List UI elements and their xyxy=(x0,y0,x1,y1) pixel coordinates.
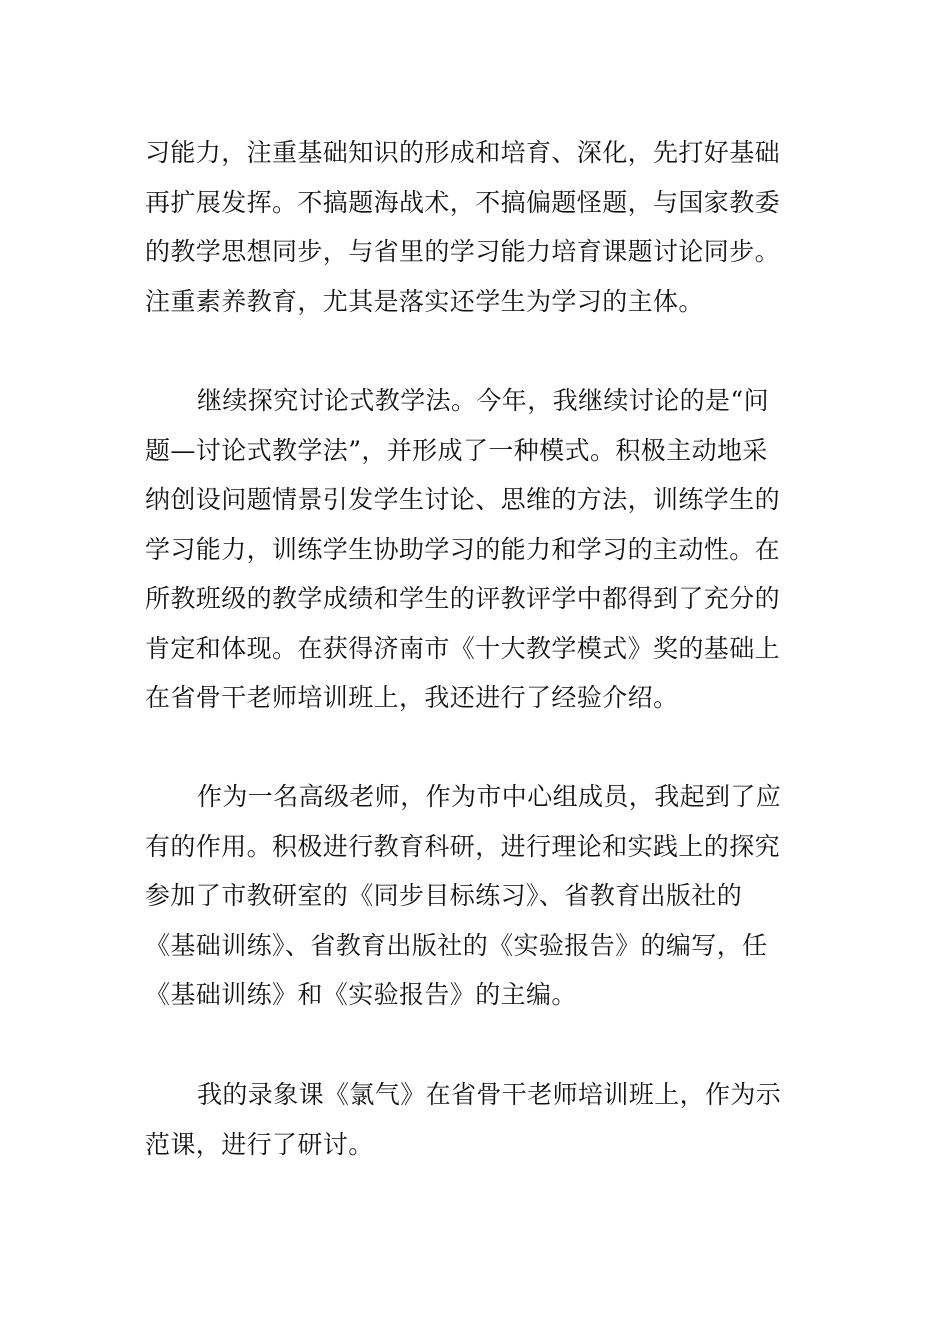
paragraph-line: 《基础训练》、省教育出版社的《实验报告》的编写，任 xyxy=(145,930,768,960)
paragraph-line: 有的作用。积极进行教育科研，进行理论和实践上的探究 xyxy=(145,831,781,861)
paragraph-line: 的教学思想同步，与省里的学习能力培育课题讨论同步。 xyxy=(145,237,781,266)
paragraph-line: 范课，进行了研讨。 xyxy=(145,1129,374,1159)
paragraph-line: 参加了市教研室的《同步目标练习》、省教育出版社的 xyxy=(145,881,743,910)
paragraph-line: 纳创设问题情景引发学生讨论、思维的方法，训练学生的 xyxy=(145,485,781,514)
paragraph-3 xyxy=(145,772,810,1020)
paragraph-1 xyxy=(145,128,810,326)
paragraph-line: 《基础训练》和《实验报告》的主编。 xyxy=(145,980,577,1009)
paragraph-line: 作为一名高级老师，作为市中心组成员，我起到了应 xyxy=(197,782,782,811)
paragraph-line: 注重素养教育，尤其是落实还学生为学习的主体。 xyxy=(145,286,704,316)
paragraph-line: 学习能力，训练学生协助学习的能力和学习的主动性。在 xyxy=(145,534,781,564)
paragraph-line: 习能力，注重基础知识的形成和培育、深化，先打好基础 xyxy=(145,138,781,167)
paragraph-4 xyxy=(145,1070,810,1169)
paragraph-line: 继续探究讨论式教学法。今年，我继续讨论的是“问 xyxy=(197,386,769,415)
paragraph-line: 肯定和体现。在获得济南市《十大教学模式》奖的基础上 xyxy=(145,633,781,663)
paragraph-line: 题—讨论式教学法”，并形成了一种模式。积极主动地采 xyxy=(145,435,768,465)
paragraph-line: 所教班级的教学成绩和学生的评教评学中都得到了充分的 xyxy=(145,584,781,613)
paragraph-2 xyxy=(145,376,810,723)
paragraph-line: 我的录象课《氯气》在省骨干老师培训班上，作为示 xyxy=(197,1080,782,1109)
paragraph-line: 在省骨干老师培训班上，我还进行了经验介绍。 xyxy=(145,683,679,712)
paragraph-line: 再扩展发挥。不搞题海战术，不搞偏题怪题，与国家教委 xyxy=(145,187,781,217)
